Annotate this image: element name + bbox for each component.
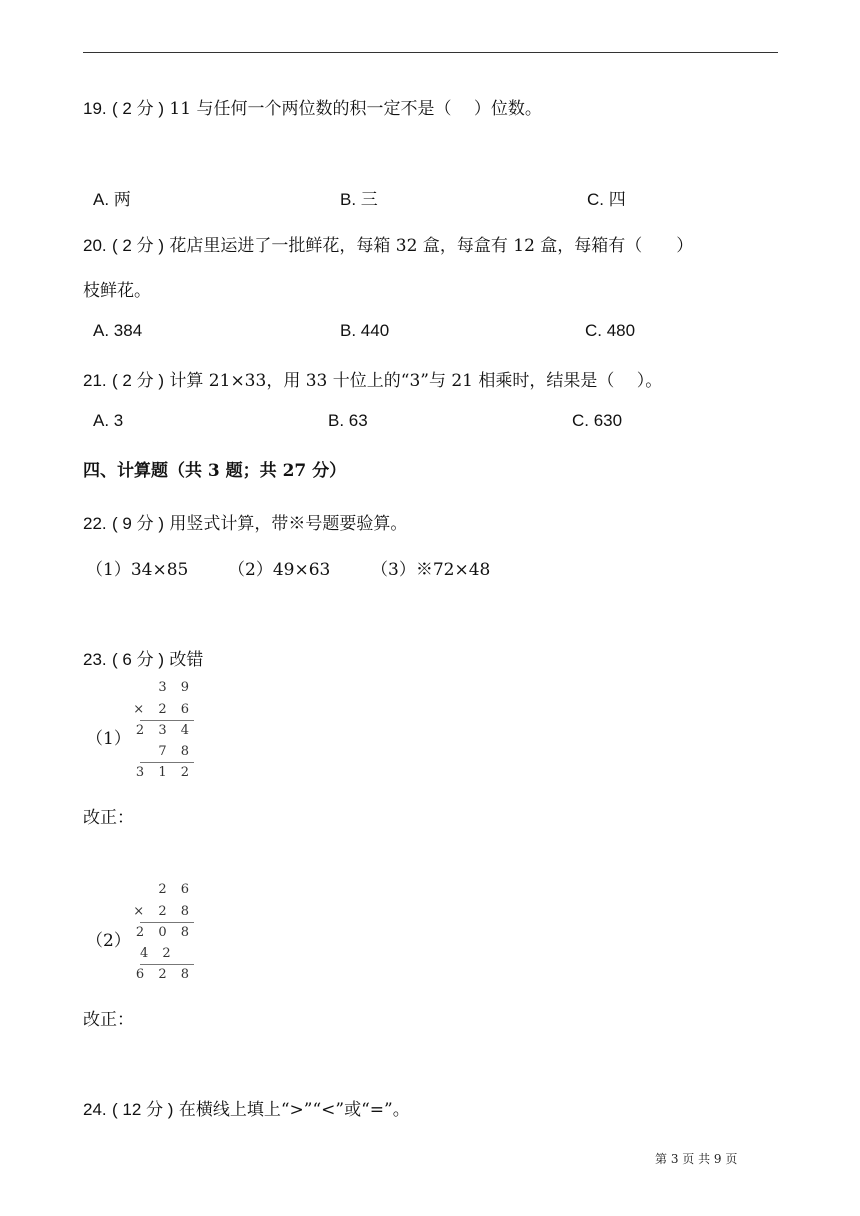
question-text: 改错 (169, 650, 204, 670)
partial-product: 7 8 (158, 744, 194, 759)
option-a: A. 两 (93, 190, 131, 209)
multiplier: × 2 8 (133, 904, 194, 919)
vertical-multiplication-2 (133, 882, 194, 986)
question-number: 22. (83, 514, 107, 533)
multiplicand: 3 9 (158, 680, 194, 695)
question-score: ( 2 分 ) (112, 99, 164, 118)
option-c: C. 630 (572, 411, 623, 430)
question-23 (83, 645, 203, 670)
calc-item-1: （1）34×85 (86, 560, 189, 580)
question-20 (83, 231, 693, 256)
underline (140, 964, 194, 965)
question-22 (83, 509, 407, 534)
product: 3 1 2 (135, 765, 194, 780)
question-19 (83, 94, 542, 119)
option-c: C. 四 (587, 190, 626, 209)
fix-label: 改正： (83, 808, 134, 828)
question-text: 计算 21×33，用 33 十位上的“3”与 21 相乘时，结果是（ ）。 (169, 371, 663, 391)
question-text-continued: 枝鲜花。 (83, 281, 151, 301)
question-number: 20. (83, 236, 107, 255)
calc-item-2: （2）49×63 (228, 560, 331, 580)
option-a: A. 384 (93, 321, 143, 340)
question-number: 21. (83, 371, 107, 390)
option-c: C. 480 (585, 321, 636, 340)
question-score: ( 12 分 ) (112, 1100, 174, 1119)
question-score: ( 2 分 ) (112, 236, 164, 255)
question-text: 在横线上填上“>”“<”或“=”。 (178, 1100, 410, 1120)
underline (140, 922, 194, 923)
question-text: 花店里运进了一批鲜花，每箱 32 盒，每盒有 12 盒，每箱有（ ） (169, 236, 694, 256)
underline (140, 720, 194, 721)
partial-product: 2 3 4 (135, 723, 194, 738)
multiplicand: 2 6 (158, 882, 194, 897)
question-score: ( 6 分 ) (112, 650, 164, 669)
multiplier: × 2 6 (133, 702, 194, 717)
question-text: 用竖式计算，带※号题要验算。 (169, 514, 408, 534)
question-score: ( 2 分 ) (112, 371, 164, 390)
underline (140, 762, 194, 763)
section-title: 四、计算题（共 3 题；共 27 分） (83, 461, 347, 481)
fix-label: 改正： (83, 1010, 134, 1030)
question-score: ( 9 分 ) (112, 514, 164, 533)
option-a: A. 3 (93, 411, 124, 430)
header-rule (83, 52, 778, 53)
option-b: B. 三 (340, 190, 378, 209)
question-number: 19. (83, 99, 107, 118)
product: 6 2 8 (135, 967, 194, 982)
partial-product: 2 0 8 (135, 925, 194, 940)
part-label: （2） (86, 931, 131, 951)
question-24 (83, 1095, 410, 1120)
question-21 (83, 366, 662, 391)
page-footer: 第 3 页 共 9 页 (655, 1152, 738, 1166)
vertical-multiplication-1 (133, 680, 194, 784)
option-b: B. 63 (328, 411, 368, 430)
option-b: B. 440 (340, 321, 390, 340)
part-label: （1） (86, 729, 131, 749)
question-text: 11 与任何一个两位数的积一定不是（ ）位数。 (169, 99, 542, 119)
calc-item-3: （3）※72×48 (371, 560, 491, 580)
question-number: 23. (83, 650, 107, 669)
partial-product: 4 2 (140, 946, 176, 961)
question-number: 24. (83, 1100, 107, 1119)
